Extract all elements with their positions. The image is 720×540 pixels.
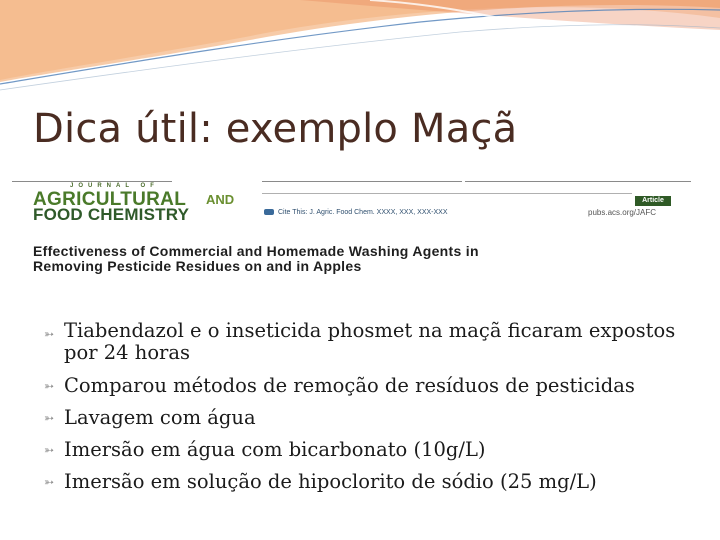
list-item — [44, 434, 704, 466]
list-item — [44, 466, 704, 498]
list-item-text: Comparou métodos de remoção de resíduos de pesticidas — [64, 374, 635, 397]
page-title: Dica útil: exemplo Maçã — [33, 106, 518, 152]
bullet-arrow-icon: ➳ — [44, 443, 55, 457]
decorative-swoosh — [0, 0, 720, 110]
top-rule-mid — [262, 181, 462, 182]
list-item-text: Lavagem com água — [64, 406, 256, 429]
article-badge: Article — [635, 196, 671, 206]
journal-url: pubs.acs.org/JAFC — [588, 208, 657, 217]
bullet-arrow-icon: ➳ — [44, 327, 55, 341]
bullet-arrow-icon: ➳ — [44, 475, 55, 489]
list-item — [44, 402, 704, 434]
list-item — [44, 370, 704, 402]
cite-icon — [264, 209, 274, 215]
article-title-line2: Removing Pesticide Residues on and in Apples — [33, 258, 362, 274]
list-item-text: Imersão em solução de hipoclorito de sódio (25 mg/L) — [64, 470, 597, 493]
bullet-list — [44, 320, 704, 498]
header-rule — [262, 193, 632, 194]
list-item-text: Tiabendazol e o inseticida phosmet na maçã ficaram expostos por 24 horas — [64, 319, 676, 364]
bullet-arrow-icon: ➳ — [44, 411, 55, 425]
cite-text: Cite This: J. Agric. Food Chem. XXXX, XXX, XXX-XXX — [278, 209, 448, 216]
top-rule-left — [12, 181, 172, 182]
list-item — [44, 320, 704, 364]
list-item-text: Imersão em água com bicarbonato (10g/L) — [64, 438, 486, 461]
article-title-line1: Effectiveness of Commercial and Homemade Washing Agents in — [33, 243, 479, 259]
cite-line — [264, 209, 448, 216]
journal-of-label: JOURNAL OF — [70, 183, 159, 189]
journal-name-line2: FOOD CHEMISTRY — [33, 205, 190, 224]
journal-name-and: AND — [206, 192, 235, 207]
journal-name-line1: AGRICULTURAL — [33, 189, 187, 210]
top-rule-right — [465, 181, 691, 182]
bullet-arrow-icon: ➳ — [44, 379, 55, 393]
